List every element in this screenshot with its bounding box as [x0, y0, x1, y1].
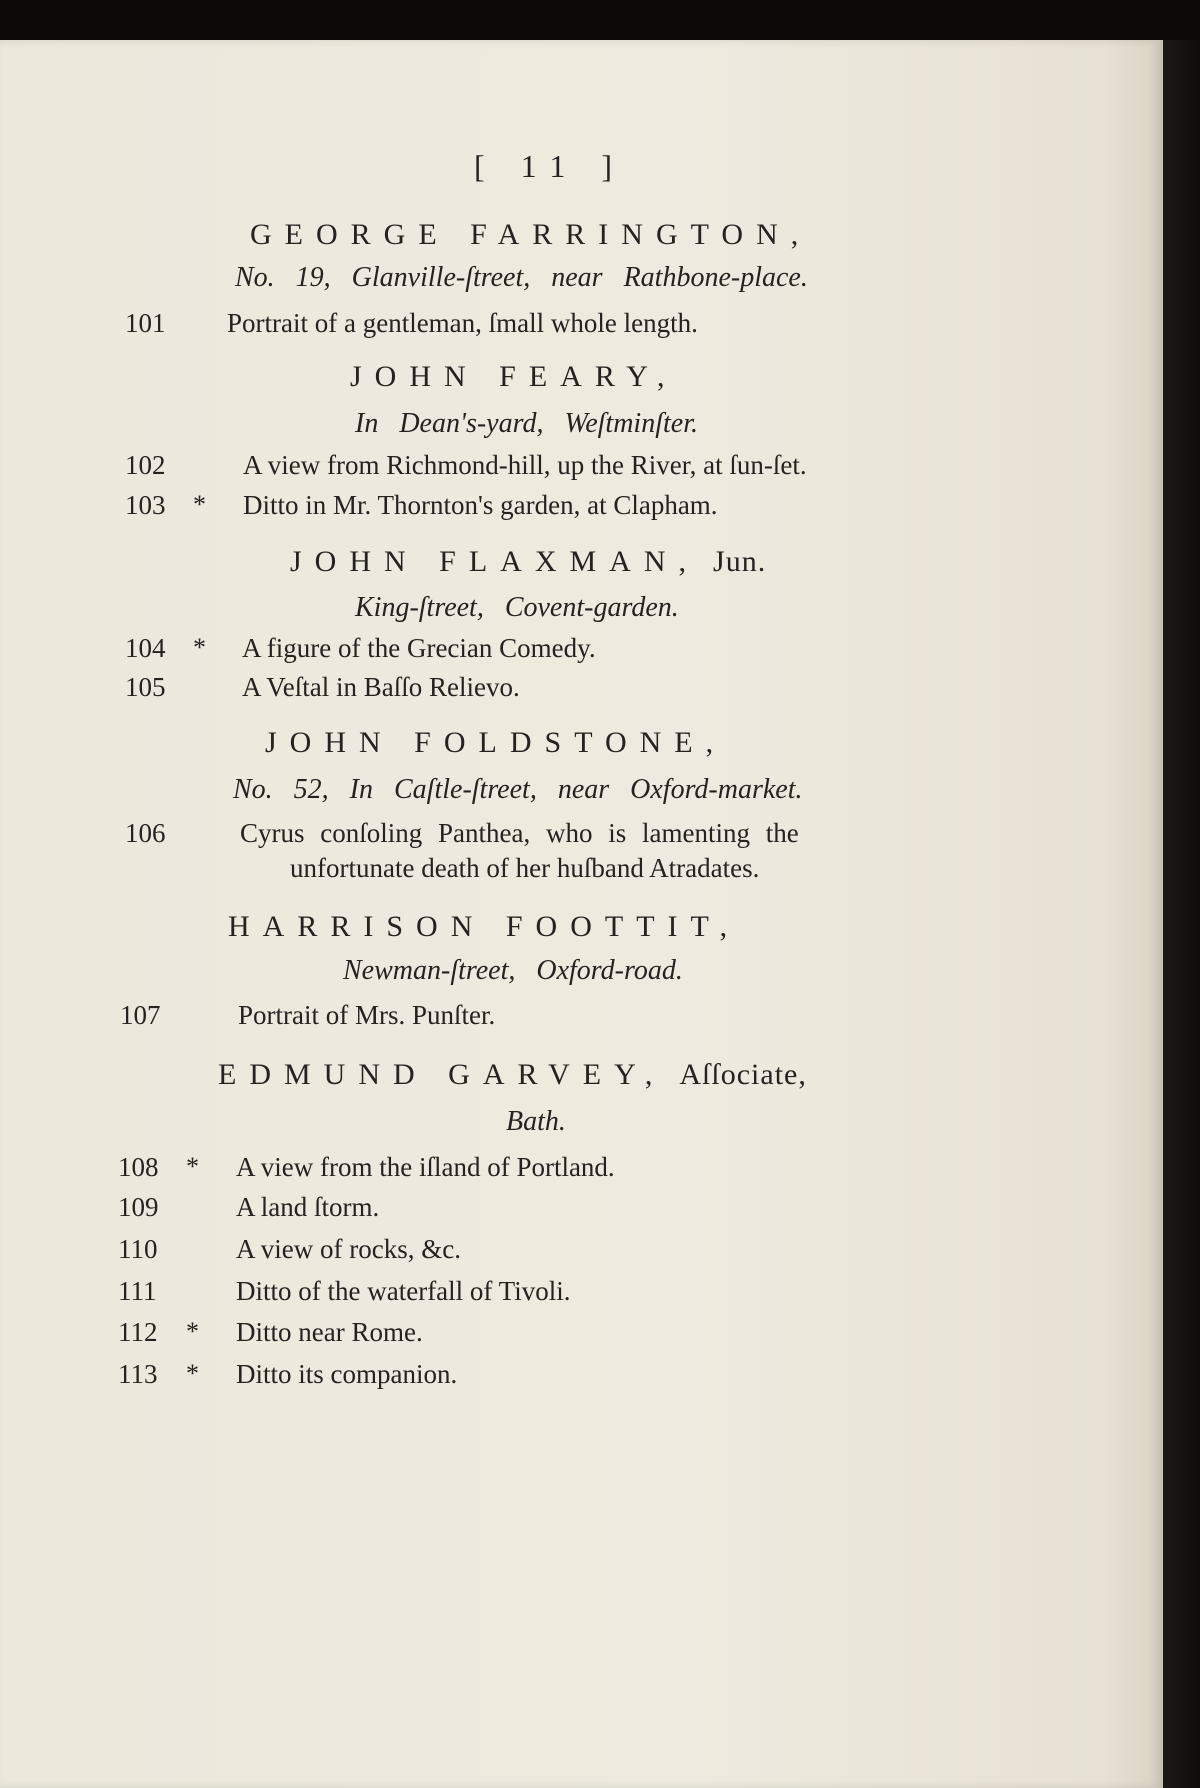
- entry-title: Ditto in Mr. Thornton's garden, at Clapham.: [243, 490, 718, 520]
- entry-number: 112: [118, 1317, 158, 1347]
- entry-title: A view from the iſland of Portland.: [236, 1152, 615, 1182]
- entry-title: Ditto near Rome.: [236, 1317, 423, 1347]
- artist-address: Bath.: [506, 1106, 566, 1137]
- entry-title: A land ſtorm.: [236, 1192, 380, 1222]
- entry-number: 106: [125, 818, 166, 848]
- entry-number: 110: [118, 1234, 158, 1264]
- artist-name: [350, 360, 692, 394]
- entry-title-continued: unfortunate death of her huſband Atradates.: [290, 853, 760, 883]
- entry-number: 104: [125, 633, 166, 663]
- entry-number: 101: [125, 308, 166, 338]
- entry-number: 105: [125, 672, 166, 702]
- artist-name: [218, 1058, 807, 1092]
- entry-number: 103: [125, 490, 166, 520]
- entry-title: A view from Richmond-hill, up the River, at ſun-ſet.: [243, 450, 807, 480]
- entry-number: 102: [125, 450, 166, 480]
- artist-suffix: Aſſociate,: [679, 1058, 807, 1091]
- artist-name-text: JOHN FLAXMAN,: [290, 545, 700, 578]
- artist-name-text: HARRISON FOOTTIT,: [228, 910, 741, 943]
- entry-title: A figure of the Grecian Comedy.: [242, 633, 596, 663]
- artist-name: [228, 910, 754, 944]
- artist-address: In Dean's-yard, Weſtminſter.: [355, 408, 698, 439]
- entry-asterisk: *: [186, 1359, 199, 1388]
- artist-name-text: JOHN FEARY,: [350, 360, 678, 393]
- artist-address: King-ſtreet, Covent-garden.: [355, 592, 679, 623]
- artist-name-text: JOHN FOLDSTONE,: [265, 726, 727, 759]
- entry-number: 108: [118, 1152, 159, 1182]
- entry-number: 107: [120, 1000, 161, 1030]
- artist-suffix: Jun.: [713, 545, 767, 578]
- entry-title: Ditto its companion.: [236, 1359, 458, 1389]
- artist-address: No. 52, In Caſtle-ſtreet, near Oxford-market.: [233, 774, 803, 805]
- artist-name: [265, 726, 740, 760]
- page-number: [ 11 ]: [473, 148, 627, 184]
- entry-number: 109: [118, 1192, 159, 1222]
- artist-name-text: GEORGE FARRINGTON,: [250, 218, 812, 251]
- entry-title: A Veſtal in Baſſo Relievo.: [242, 672, 520, 702]
- artist-name: [290, 545, 766, 579]
- entry-asterisk: *: [193, 633, 206, 662]
- entry-title: Cyrus conſoling Panthea, who is lamenting the: [240, 818, 799, 848]
- entry-title: Portrait of Mrs. Punſter.: [238, 1000, 496, 1030]
- artist-address: No. 19, Glanville-ſtreet, near Rathbone-place.: [235, 262, 808, 293]
- entry-asterisk: *: [193, 490, 206, 519]
- artist-address: Newman-ſtreet, Oxford-road.: [343, 955, 683, 986]
- artist-name-text: EDMUND GARVEY,: [218, 1058, 666, 1091]
- entry-title: Ditto of the waterfall of Tivoli.: [236, 1276, 571, 1306]
- entry-title: Portrait of a gentleman, ſmall whole length.: [227, 308, 698, 338]
- entry-number: 113: [118, 1359, 158, 1389]
- entry-title: A view of rocks, &c.: [236, 1234, 461, 1264]
- entry-asterisk: *: [186, 1317, 199, 1346]
- artist-name: [250, 218, 825, 252]
- page-edge-shadow: [1163, 40, 1200, 1788]
- entry-asterisk: *: [186, 1152, 199, 1181]
- entry-number: 111: [118, 1276, 157, 1306]
